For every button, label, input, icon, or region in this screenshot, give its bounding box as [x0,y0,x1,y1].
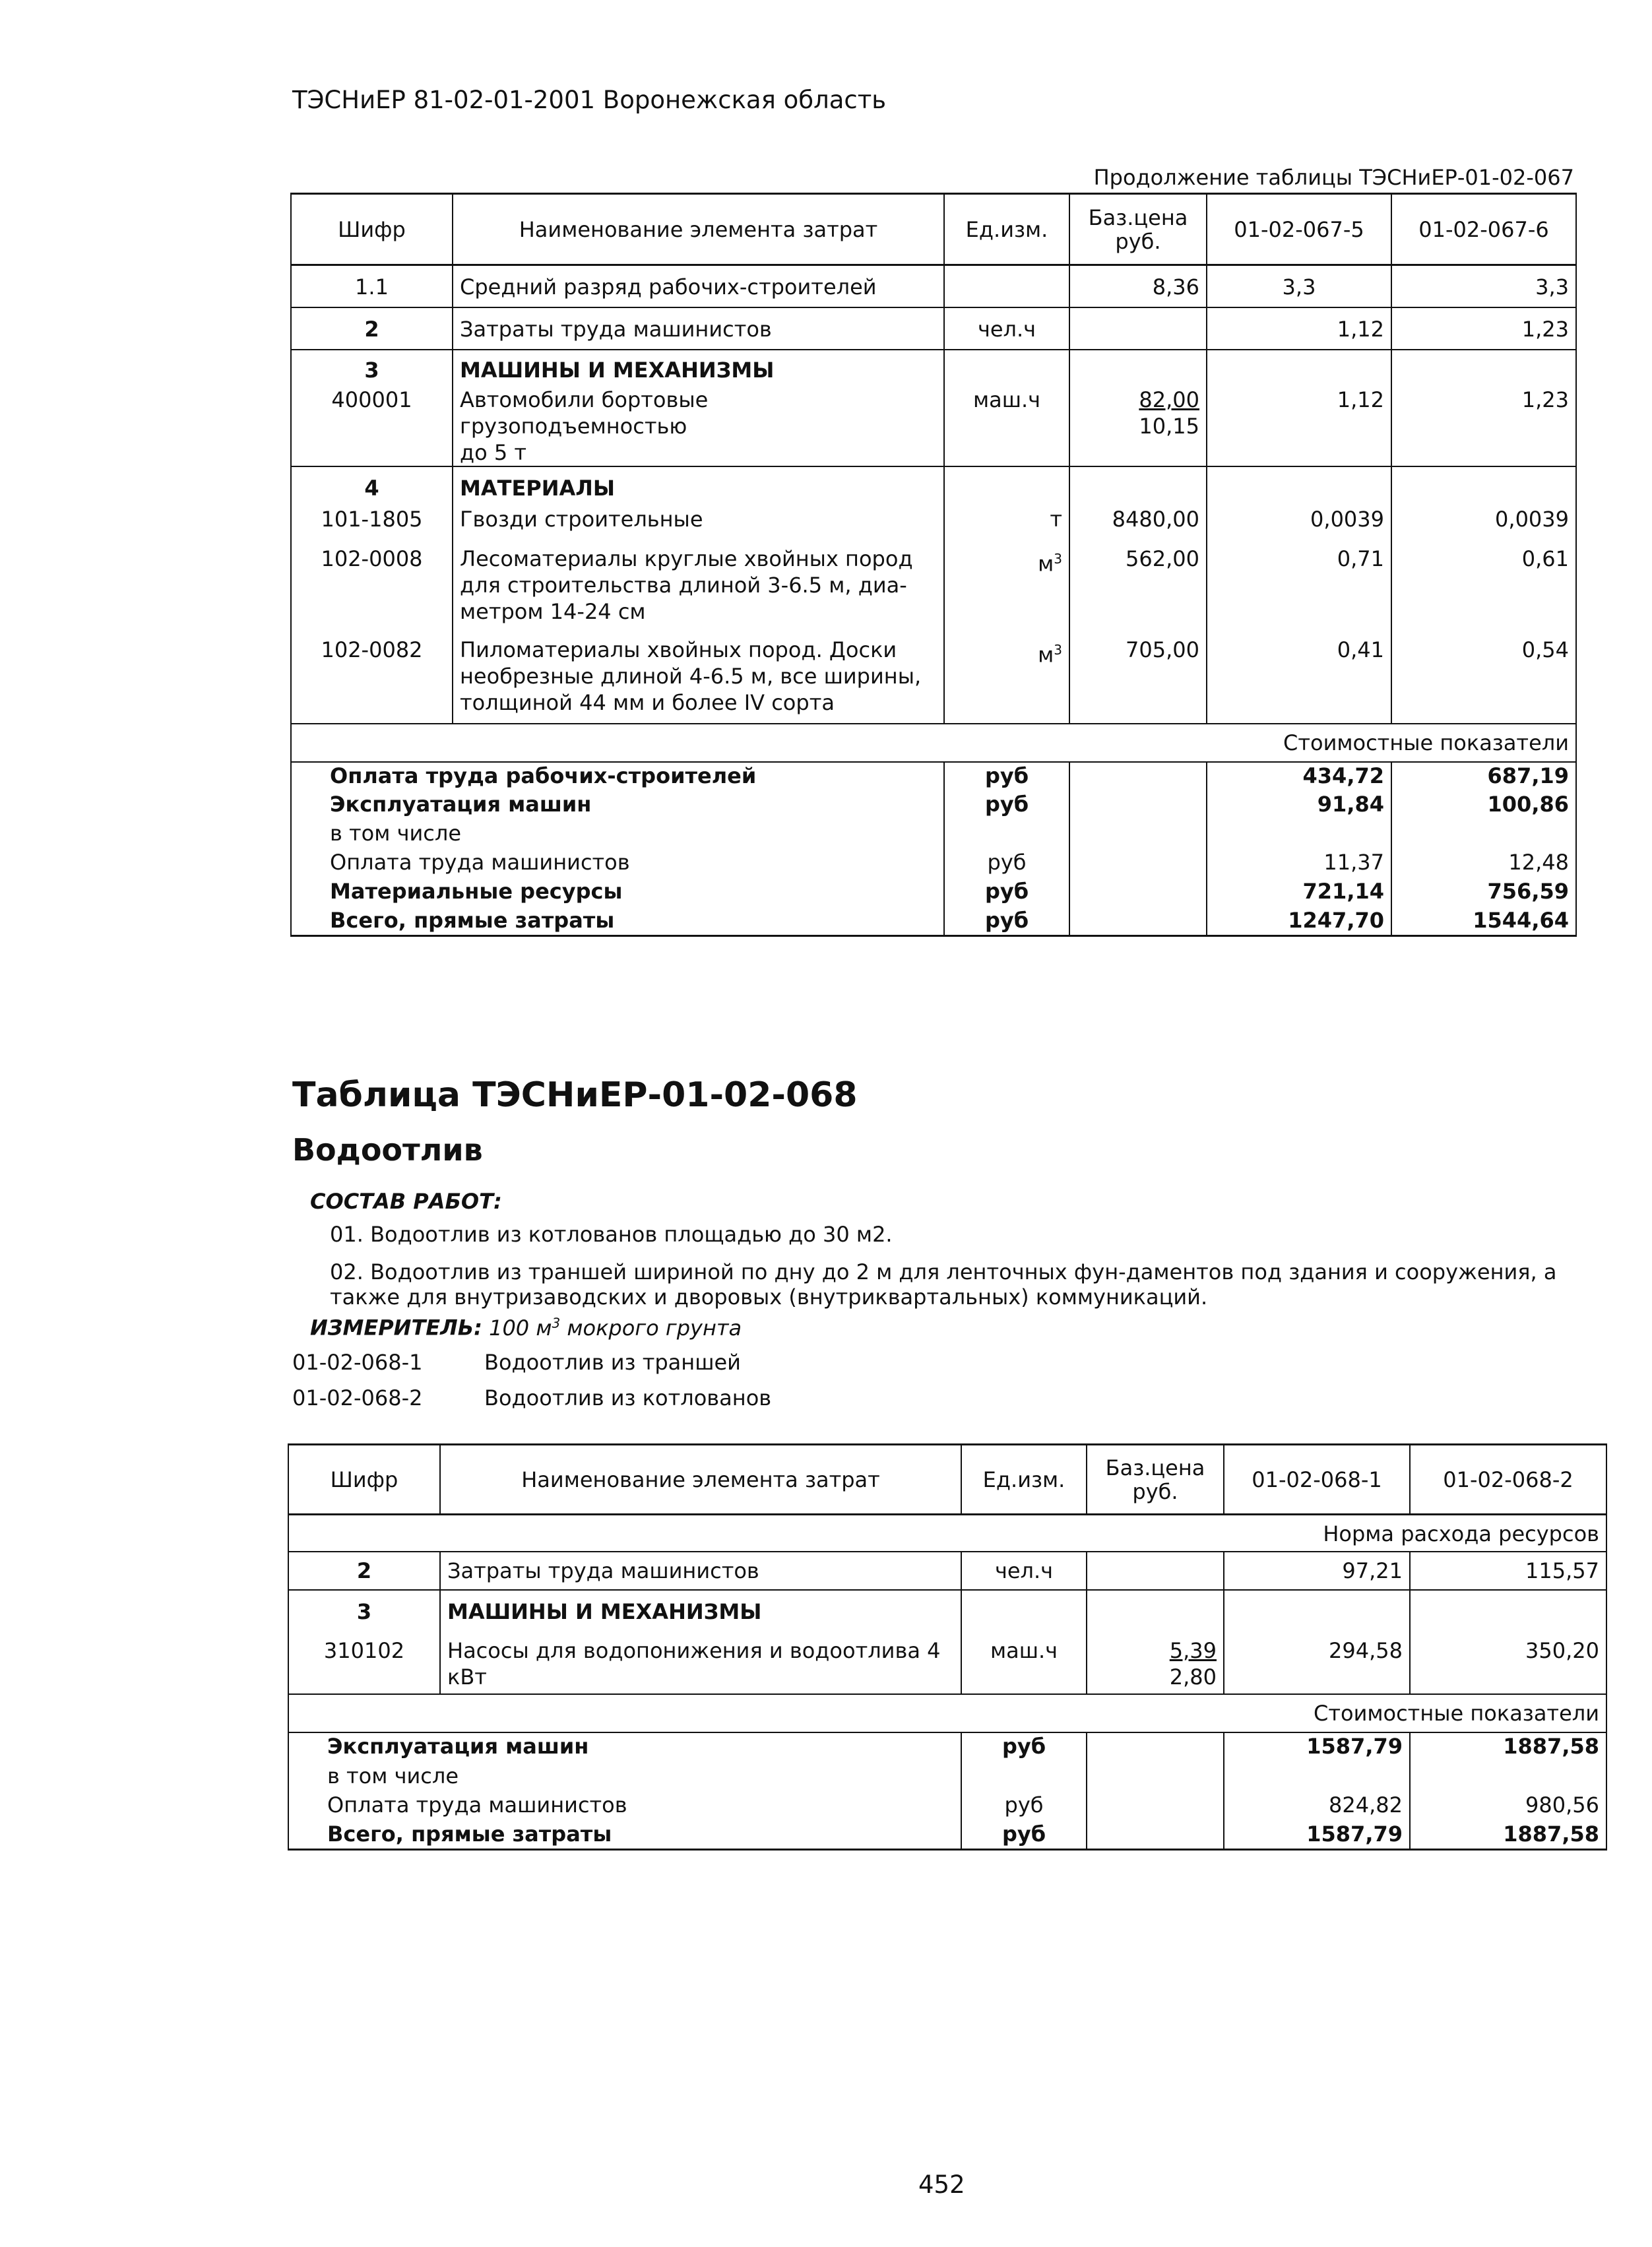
summary-label: Материальные ресурсы [291,878,944,907]
row-value-1: 0,41 [1207,637,1391,724]
table-subtitle: Водоотлив [292,1132,483,1168]
header-col1: 01-02-068-1 [1224,1445,1410,1515]
row-name: Средний разряд рабочих-строителей [453,265,944,307]
summary-value-1: 721,14 [1207,878,1391,907]
summary-value-2: 687,19 [1391,762,1576,791]
summary-value-2: 1887,58 [1410,1821,1606,1850]
row-name: Гвозди строительные [453,506,944,546]
table-01-02-067 [290,193,1577,937]
header-col2: 01-02-067-6 [1391,194,1576,265]
row-value-2: 0,54 [1391,637,1576,724]
variant-name: Водоотлив из котлованов [484,1385,772,1410]
table-title: Таблица ТЭСНиЕР-01-02-068 [292,1075,858,1115]
cost-band-row [288,1694,1606,1732]
summary-row [291,762,1576,791]
row-value-2: 0,61 [1391,546,1576,637]
row-name: Затраты труда машинистов [440,1552,961,1590]
table-row [288,1630,1606,1694]
row-name: Насосы для водопонижения и водоотлива 4 кВт [440,1630,961,1694]
summary-row [291,907,1576,936]
work-item: 01. Водоотлив из котлованов площадью до 30 м2. [330,1222,893,1247]
row-unit: $м^3$ [944,546,1069,637]
summary-row [288,1821,1606,1850]
table-row [291,506,1576,546]
row-price: 82,00 10,15 [1069,387,1207,466]
row-price: 705,00 [1069,637,1207,724]
row-price [1069,307,1207,350]
header-col2: 01-02-068-2 [1410,1445,1606,1515]
table-continuation-caption: Продолжение таблицы ТЭСНиЕР-01-02-067 [1093,165,1574,190]
row-unit: т [944,506,1069,546]
cost-band-label: Стоимостные показатели [1224,1694,1606,1732]
row-section-heading: МАШИНЫ И МЕХАНИЗМЫ [440,1590,961,1630]
summary-unit: руб [944,878,1069,907]
measure-line [310,1315,742,1341]
row-unit: маш.ч [961,1630,1087,1694]
header-row [291,194,1576,265]
table-row [291,350,1576,387]
summary-row [288,1732,1606,1763]
variant-code: 01-02-068-1 [292,1350,423,1375]
row-value-2: 1,23 [1391,387,1576,466]
row-price: 8,36 [1069,265,1207,307]
header-code: Шифр [291,194,453,265]
summary-label: Всего, прямые затраты [288,1821,961,1850]
summary-unit: руб [944,907,1069,936]
row-value-2: 3,3 [1391,265,1576,307]
row-value-2: 115,57 [1410,1552,1606,1590]
row-code: 3 [291,350,453,387]
header-price: Баз.цена руб. [1069,194,1207,265]
summary-value-1: 434,72 [1207,762,1391,791]
table-row [291,637,1576,724]
row-value-1: 0,0039 [1207,506,1391,546]
summary-value-2: 980,56 [1410,1792,1606,1821]
header-code: Шифр [288,1445,440,1515]
row-unit: чел.ч [961,1552,1087,1590]
summary-label: Эксплуатация машин [291,791,944,820]
running-head: ТЭСНиЕР 81-02-01-2001 Воронежская область [292,86,887,114]
row-code: 400001 [291,387,453,466]
measure-label: ИЗМЕРИТЕЛЬ: [310,1315,482,1341]
row-price [1087,1552,1224,1590]
cost-band-row [291,724,1576,762]
row-value-1: 0,71 [1207,546,1391,637]
page-number: 452 [918,2170,965,2199]
row-code: 102-0008 [291,546,453,637]
summary-label: Оплата труда машинистов [288,1792,961,1821]
summary-value-1: 91,84 [1207,791,1391,820]
header-name: Наименование элемента затрат [453,194,944,265]
summary-value-1: 824,82 [1224,1792,1410,1821]
header-name: Наименование элемента затрат [440,1445,961,1515]
header-unit: Ед.изм. [944,194,1069,265]
row-price: 5,39 2,80 [1087,1630,1224,1694]
row-value-2: 1,23 [1391,307,1576,350]
measure-value: 100 $м^3$ мокрого грунта [489,1315,742,1341]
norm-band-label: Норма расхода ресурсов [1224,1515,1606,1552]
summary-unit: руб [961,1821,1087,1850]
row-code: 3 [288,1590,440,1630]
norm-band-row [288,1515,1606,1552]
work-item: 02. Водоотлив из траншей шириной по дну до 2 м для ленточных фун-даментов под здания и сооружения, а также для внутризаводских и дворовых (внутриквартальных) коммуникаций. [330,1259,1557,1310]
row-value-1: 3,3 [1207,265,1391,307]
summary-row [291,878,1576,907]
header-row [288,1445,1606,1515]
table-row [291,546,1576,637]
summary-value-2: 1887,58 [1410,1732,1606,1763]
row-value-2: 350,20 [1410,1630,1606,1694]
summary-value-1: 1587,79 [1224,1821,1410,1850]
summary-unit: руб [961,1732,1087,1763]
row-name: Автомобили бортовые грузоподъемностью до 5 т [453,387,944,466]
summary-row [288,1792,1606,1821]
summary-unit: руб [944,849,1069,878]
row-value-2: 0,0039 [1391,506,1576,546]
summary-row [288,1763,1606,1792]
table-row [288,1590,1606,1630]
summary-label: Всего, прямые затраты [291,907,944,936]
summary-row [291,849,1576,878]
summary-unit: руб [944,791,1069,820]
row-value-1: 1,12 [1207,307,1391,350]
row-unit [944,265,1069,307]
table-row [288,1552,1606,1590]
row-code: 310102 [288,1630,440,1694]
summary-value-1: 11,37 [1207,849,1391,878]
variant-code: 01-02-068-2 [292,1385,423,1410]
row-code: 102-0082 [291,637,453,724]
row-price: 562,00 [1069,546,1207,637]
row-section-heading: МАТЕРИАЛЫ [453,466,944,506]
summary-row [291,820,1576,849]
summary-label: в том числе [291,820,944,849]
summary-label: в том числе [288,1763,961,1792]
variant-name: Водоотлив из траншей [484,1350,741,1375]
row-code: 1.1 [291,265,453,307]
summary-unit: руб [944,762,1069,791]
summary-row [291,791,1576,820]
row-code: 2 [288,1552,440,1590]
row-unit: чел.ч [944,307,1069,350]
row-value-1: 97,21 [1224,1552,1410,1590]
table-row [291,387,1576,466]
header-price: Баз.цена руб. [1087,1445,1224,1515]
row-value-1: 1,12 [1207,387,1391,466]
row-value-1: 294,58 [1224,1630,1410,1694]
summary-value-1: 1247,70 [1207,907,1391,936]
summary-value-1: 1587,79 [1224,1732,1410,1763]
table-row [291,307,1576,350]
table-01-02-068 [288,1443,1607,1851]
summary-label: Эксплуатация машин [288,1732,961,1763]
row-price: 8480,00 [1069,506,1207,546]
summary-value-2: 756,59 [1391,878,1576,907]
row-code: 2 [291,307,453,350]
summary-label: Оплата труда рабочих-строителей [291,762,944,791]
summary-value-2: 12,48 [1391,849,1576,878]
header-col1: 01-02-067-5 [1207,194,1391,265]
row-code: 4 [291,466,453,506]
cost-band-label: Стоимостные показатели [1207,724,1576,762]
row-name: Лесоматериалы круглые хвойных пород для строительства длиной 3-6.5 м, диа- метром 14-24 см [453,546,944,637]
works-label: СОСТАВ РАБОТ: [310,1189,502,1214]
row-name: Затраты труда машинистов [453,307,944,350]
row-name: Пиломатериалы хвойных пород. Доски необрезные длиной 4-6.5 м, все ширины, толщиной 44 мм и более IV сорта [453,637,944,724]
row-unit: $м^3$ [944,637,1069,724]
summary-value-2: 100,86 [1391,791,1576,820]
row-section-heading: МАШИНЫ И МЕХАНИЗМЫ [453,350,944,387]
row-code: 101-1805 [291,506,453,546]
summary-label: Оплата труда машинистов [291,849,944,878]
summary-value-2: 1544,64 [1391,907,1576,936]
header-unit: Ед.изм. [961,1445,1087,1515]
summary-unit: руб [961,1792,1087,1821]
row-unit: маш.ч [944,387,1069,466]
table-row [291,265,1576,307]
table-row [291,466,1576,506]
